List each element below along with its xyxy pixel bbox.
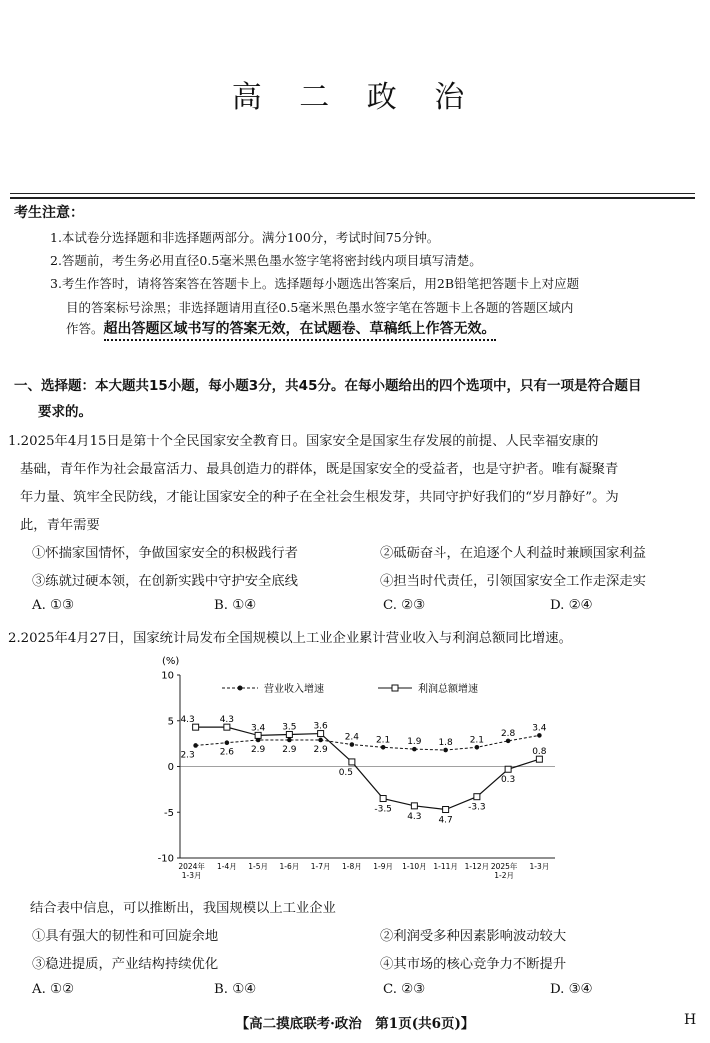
- q1-option-c: C. ②③: [383, 598, 425, 613]
- x-tick-label: 1-3月: [181, 871, 202, 880]
- revenue-data-label: 2.9: [250, 744, 266, 755]
- y-tick-label: 10: [161, 670, 174, 682]
- notice-item: 3.考生作答时，请将答案答在答题卡上。选择题每小题选出答案后，用2B铅笔把答题卡上对应题: [50, 276, 580, 291]
- growth-line-chart: [150, 650, 570, 890]
- profit-point: [474, 794, 480, 800]
- revenue-data-label: 2.3: [180, 750, 195, 761]
- profit-point: [411, 803, 417, 809]
- x-tick-label: 1-8月: [342, 862, 362, 871]
- revenue-point: [443, 748, 448, 753]
- q1-option-b: B. ①④: [214, 598, 257, 613]
- profit-point: [380, 796, 386, 802]
- q2-statement: ①具有强大的韧性和可回旋余地: [32, 929, 219, 944]
- profit-data-label: -3.5: [374, 804, 392, 815]
- question-1-text: 年力量、筑牢全民防线，才能让国家安全的种子在全社会生根发芽，共同守护好我们的“岁月静好”。为: [20, 490, 619, 505]
- question-2-text: 2.2025年4月27日，国家统计局发布全国规模以上工业企业累计营业收入与利润总额同比增速。: [8, 631, 572, 646]
- page-footer: 【高二摸底联考·政治 第1页(共6页)】: [235, 1016, 475, 1032]
- x-tick-label: 1-12月: [464, 862, 490, 871]
- revenue-data-label: 2.9: [282, 744, 297, 755]
- revenue-point: [537, 733, 542, 738]
- legend-marker-revenue: [238, 686, 243, 691]
- revenue-data-label: 1.9: [407, 737, 422, 748]
- question-2-followup: 结合表中信息，可以推断出，我国规模以上工业企业: [30, 901, 336, 916]
- x-tick-label: 2025年: [490, 862, 518, 871]
- revenue-data-label: 2.6: [219, 747, 235, 758]
- revenue-point: [225, 740, 230, 745]
- revenue-point: [318, 738, 323, 743]
- x-tick-label: 1-11月: [433, 862, 458, 871]
- notice-item: 目的答案标号涂黑；非选择题请用直径0.5毫米黑色墨水签字笔在答题卡上各题的答题区域内: [66, 300, 574, 315]
- y-tick-label: 5: [167, 716, 174, 728]
- question-1-text: 1.2025年4月15日是第十个全民国家安全教育日。国家安全是国家生存发展的前提、人民幸福安康的: [8, 434, 599, 449]
- divider-thick: [10, 197, 695, 199]
- profit-data-label: 0.3: [500, 775, 516, 786]
- q2-statement: ④其市场的核心竞争力不断提升: [380, 957, 567, 972]
- revenue-data-label: 2.1: [469, 735, 485, 746]
- x-tick-label: 2024年: [178, 862, 205, 871]
- revenue-point: [193, 743, 198, 748]
- y-unit-label: (%): [162, 656, 180, 667]
- x-tick-label: 1-2月: [494, 871, 514, 880]
- profit-data-label: -3.3: [468, 802, 486, 813]
- profit-data-label: 4.7: [438, 815, 453, 826]
- profit-point: [349, 759, 355, 765]
- profit-data-label: 3.5: [282, 722, 297, 733]
- x-tick-label: 1-5月: [248, 862, 268, 871]
- profit-data-label: 0.8: [532, 747, 547, 758]
- q1-option-d: D. ②④: [550, 598, 593, 613]
- x-tick-label: 1-7月: [310, 862, 331, 871]
- series-profit-line: [196, 727, 540, 809]
- notice-item: 1.本试卷分选择题和非选择题两部分。满分100分，考试时间75分钟。: [50, 230, 440, 245]
- legend-marker-profit: [392, 685, 398, 691]
- profit-data-label: 3.6: [313, 721, 328, 732]
- revenue-point: [475, 745, 480, 750]
- q1-statement: ④担当时代责任，引领国家安全工作走深走实: [380, 574, 646, 589]
- question-1-text: 基础，青年作为社会最富活力、最具创造力的群体，既是国家安全的受益者，也是守护者。唯有凝聚青: [20, 462, 619, 477]
- notice-emphasis: 超出答题区域书写的答案无效，在试题卷、草稿纸上作答无效。: [104, 321, 496, 341]
- q2-option-a: A. ①②: [32, 982, 74, 997]
- profit-data-label: 4.3: [219, 715, 235, 726]
- x-tick-label: 1-6月: [279, 862, 300, 871]
- page-title: 高 二 政 治: [231, 80, 479, 115]
- legend-label-profit: 利润总额增速: [418, 684, 478, 695]
- profit-data-label: 3.4: [250, 723, 266, 734]
- profit-data-label: 4.3: [180, 715, 195, 726]
- notice-item: 作答。: [66, 321, 104, 336]
- revenue-point: [506, 739, 511, 744]
- profit-data-label: 0.5: [338, 767, 354, 778]
- section-heading: 一、选择题：本大题共15小题，每小题3分，共45分。在每小题给出的四个选项中，只有一项是符合题目: [14, 378, 642, 394]
- revenue-data-label: 3.4: [532, 723, 547, 734]
- q1-statement: ③练就过硬本领，在创新实践中守护安全底线: [32, 574, 298, 589]
- x-tick-label: 1-9月: [373, 862, 393, 871]
- x-tick-label: 1-4月: [217, 862, 237, 871]
- paper-code: H: [684, 1012, 697, 1028]
- revenue-point: [287, 738, 292, 743]
- x-tick-label: 1-3月: [529, 862, 550, 871]
- q2-option-c: C. ②③: [383, 982, 425, 997]
- q2-statement: ③稳进提质，产业结构持续优化: [32, 957, 219, 972]
- profit-point: [505, 766, 511, 772]
- y-tick-label: 0: [167, 762, 174, 773]
- q1-statement: ②砥砺奋斗，在追逐个人利益时兼顾国家利益: [380, 546, 646, 561]
- q2-option-b: B. ①④: [214, 982, 257, 997]
- revenue-data-label: 2.4: [344, 732, 360, 743]
- revenue-point: [350, 742, 355, 747]
- revenue-data-label: 1.8: [438, 738, 453, 749]
- revenue-data-label: 2.9: [313, 744, 328, 755]
- notice-item: 2.答题前，考生务必用直径0.5毫米黑色墨水签字笔将密封线内项目填写清楚。: [50, 253, 482, 268]
- q1-option-a: A. ①③: [32, 598, 74, 613]
- q1-statement: ①怀揣家国情怀，争做国家安全的积极践行者: [32, 546, 298, 561]
- revenue-point: [412, 747, 417, 752]
- q2-option-d: D. ③④: [550, 982, 593, 997]
- section-heading-cont: 要求的。: [38, 404, 92, 420]
- notice-heading: 考生注意：: [14, 205, 84, 221]
- y-tick-label: -10: [157, 853, 174, 865]
- divider: [10, 193, 695, 194]
- x-tick-label: 1-10月: [402, 862, 427, 871]
- y-tick-label: -5: [164, 807, 174, 819]
- revenue-data-label: 2.8: [500, 728, 516, 739]
- revenue-data-label: 2.1: [375, 735, 391, 746]
- profit-data-label: 4.3: [407, 811, 422, 822]
- revenue-point: [381, 745, 386, 750]
- question-1-text: 此，青年需要: [20, 518, 100, 533]
- legend-label-revenue: 营业收入增速: [264, 684, 324, 695]
- q2-statement: ②利润受多种因素影响波动较大: [380, 929, 567, 944]
- profit-point: [443, 807, 449, 813]
